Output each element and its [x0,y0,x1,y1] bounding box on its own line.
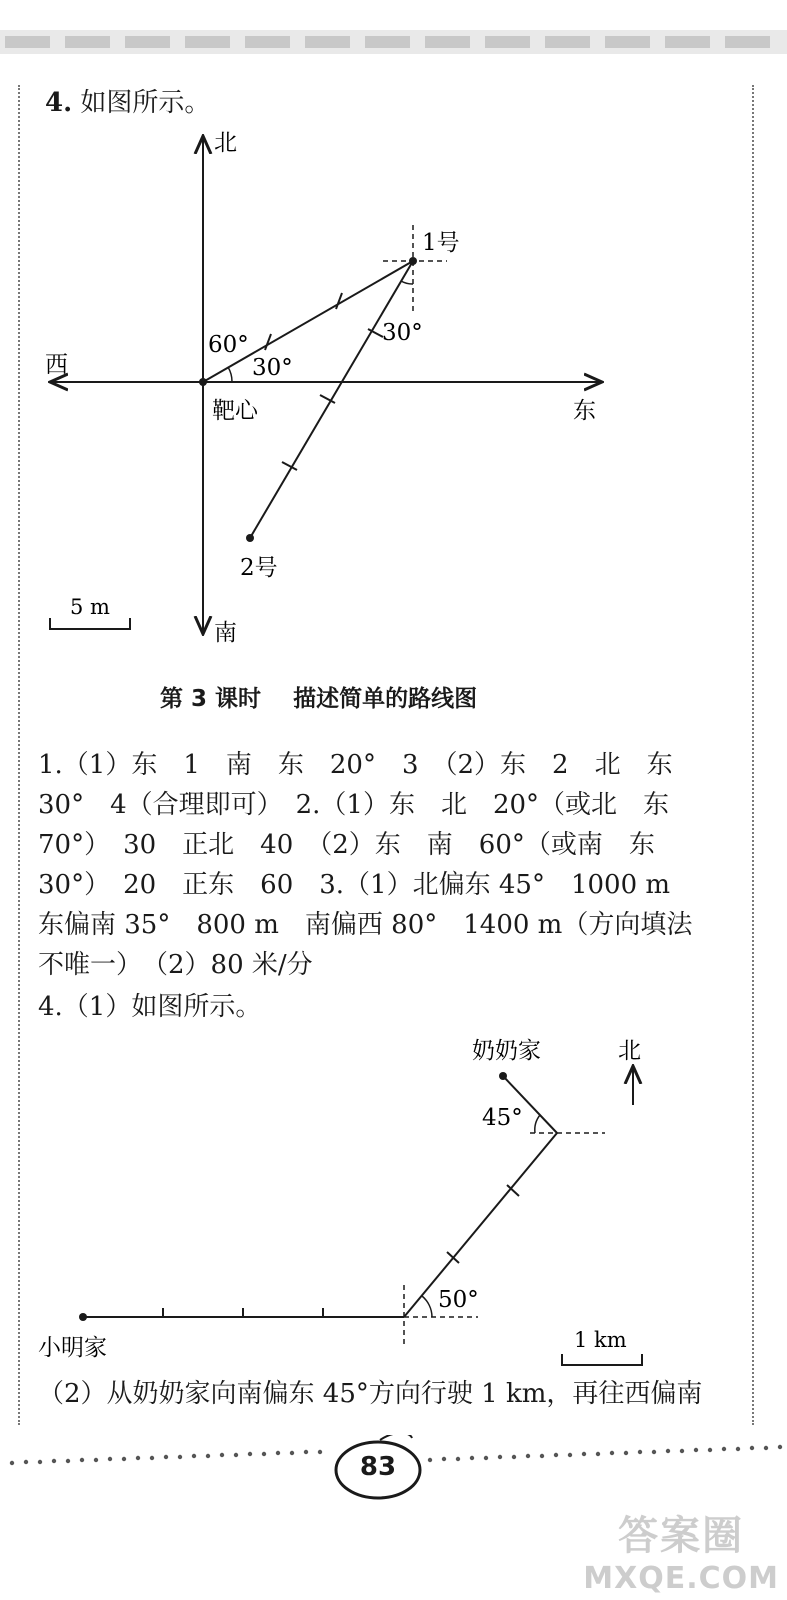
answer-line: 不唯一） （2）80 米/分 [38,950,313,980]
scale-label: 5 m [70,595,110,619]
hole-2-point [246,534,254,542]
watermark-line-1: 答案圈 [618,1513,745,1559]
answer-line: 30° 4（合理即可） 2.（1）东 北 20°（或北 东 [38,790,670,820]
east-label: 东 [573,398,596,424]
angle-60-label: 60° [208,332,249,358]
target-diagram [0,120,787,660]
angle-30-label: 30° [382,320,423,346]
scale-bar [50,618,130,629]
north-label: 北 [618,1038,641,1064]
xiaoming-house-point [79,1313,87,1321]
scale-label: 1 km [574,1328,627,1352]
watermark-line-2: MXQE.COM [583,1561,779,1596]
problem-4-header [45,86,210,121]
apple-icon [380,1435,412,1440]
top-decoration-band [0,30,787,54]
grandma-house-label: 奶奶家 [472,1038,541,1064]
tick-mark [265,334,271,350]
angle-arc-30-center [228,367,232,382]
answer-line: 东偏南 35° 800 m 南偏西 80° 1400 m（方向填法 [38,910,693,940]
angle-45-label: 45° [482,1105,523,1131]
watermark [583,1504,779,1596]
hole-2-label: 2号 [240,555,278,581]
problem-number: 4. [45,88,73,118]
route-diagram [0,1030,787,1380]
angle-50-label: 50° [438,1287,479,1313]
west-label: 西 [45,352,68,378]
hole-1-point [409,257,417,265]
problem-4-part-1: 4.（1）如图所示。 [38,992,262,1022]
center-label: 靶心 [212,398,258,424]
answer-line: 70°） 30 正北 40 （2）东 南 60°（或南 东 [38,830,655,860]
angle-arc-hole-1 [401,281,413,284]
angle-30-label: 30° [252,355,293,381]
north-label: 北 [214,130,237,156]
lesson-title: 描述简单的路线图 [293,686,478,712]
problem-text: 如图所示。 [80,88,211,118]
lesson-label: 第 3 课时 [160,686,262,712]
tick-mark [336,293,342,309]
scale-bar [562,1354,642,1365]
angle-arc-45 [535,1115,540,1133]
answer-line: 1.（1）东 1 南 东 20° 3 （2）东 2 北 东 [38,750,673,780]
problem-4-part-2: （2）从奶奶家向南偏东 45°方向行驶 1 km，再往西偏南 [38,1379,703,1409]
xiaoming-house-label: 小明家 [38,1335,107,1361]
hole-1-label: 1号 [422,230,460,256]
lesson-heading [160,680,477,713]
answer-line: 30°） 20 正东 60 3.（1）北偏东 45° 1000 m [38,870,671,900]
angle-arc-50 [422,1296,432,1317]
segment-turn-to-corner [404,1133,557,1317]
grandma-house-point [499,1072,507,1080]
page-number: 83 [359,1452,397,1482]
center-point [199,378,207,386]
south-label: 南 [214,620,237,646]
line-hole-1-to-hole-2 [250,261,413,538]
